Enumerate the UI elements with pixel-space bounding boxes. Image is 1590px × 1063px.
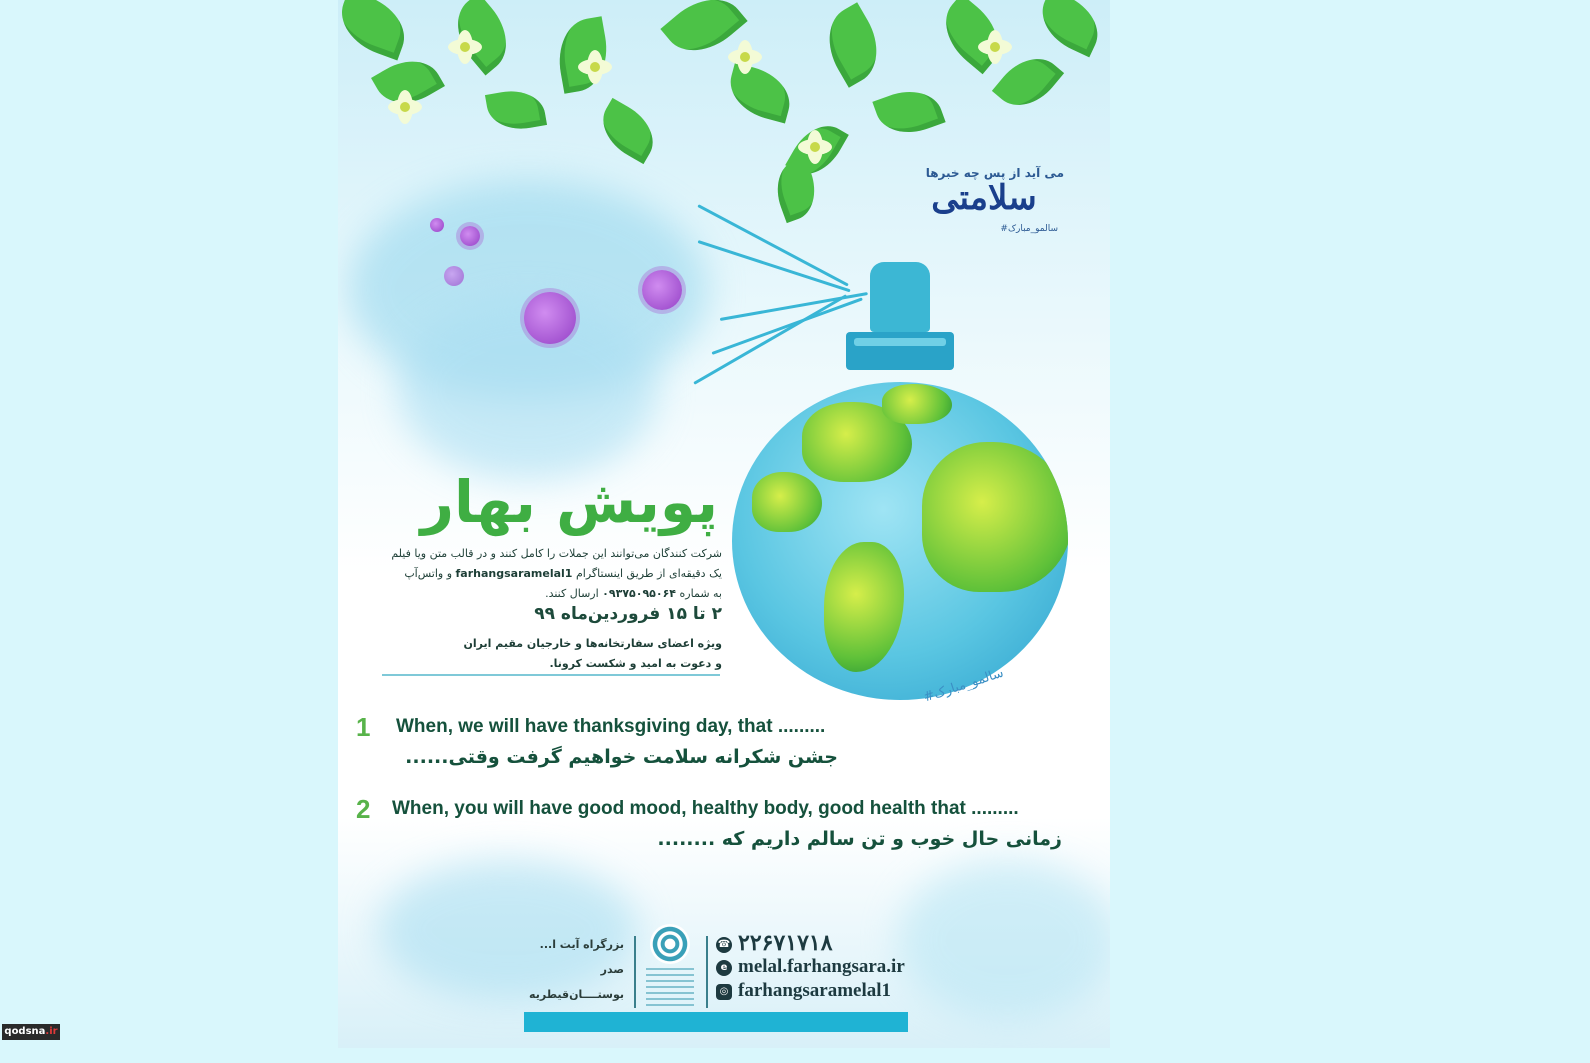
headline: پویش بهار [420,468,718,536]
description [378,544,722,604]
flower-icon [578,50,612,84]
watercolor-wash [898,860,1110,1020]
contact-phone: ☎ ۲۲۶۷۱۷۱۸ [717,930,833,955]
prompt-number: 1 [356,712,371,742]
continent [922,442,1068,592]
globe-illustration [732,382,1068,700]
audience-line-1: ویژه اعضای سفارتخانه‌ها و خارجیان مقیم ایران [463,637,722,650]
description-line-1: شرکت کنندگان می‌توانند این جملات را کامل کنند و در قالب متن ویا فیلم [391,547,722,560]
spray-line [693,294,847,385]
virus-icon [524,292,576,344]
farhangsara-emblem [642,918,698,1008]
address-line-1: بزرگراه آیت ا... صدر [539,938,624,976]
calligraphy-logo [914,168,1064,238]
handwriting-hashtag: #سالمو_مبارک [921,665,1006,706]
spray-neck [846,332,954,370]
phone-icon: ☎ [716,937,732,953]
leaf-icon [814,2,892,88]
flower-icon [388,90,422,124]
audience-line-2: و دعوت به امید و شکست کرونا. [549,657,722,670]
flower-icon [448,30,482,64]
instagram-icon: ◎ [716,984,732,1000]
virus-icon [444,266,464,286]
instagram-handle: farhangsaramelal1 [455,567,573,580]
qodsna-watermark: qodsna.ir [2,1024,60,1040]
prompt-persian: جشن شکرانه سلامت خواهیم گرفت وقتی...... [405,746,838,768]
prompt-english: When, we will have thanksgiving day, that ......... [396,716,826,737]
web-icon: e [716,960,732,976]
leaf-icon [485,85,547,134]
spray-cap [870,262,930,332]
campaign-date: ۲ تا ۱۵ فروردین‌ماه ۹۹ [534,604,722,624]
description-line-2: یک دقیقه‌ای از طریق اینستاگرام farhangsaramelal1 و واتس‌آپ [404,567,722,580]
prompt-english: When, you will have good mood, healthy body, good health that ......... [392,798,1019,819]
calligraphy-main: سلامتی [931,178,1037,218]
emblem-text [646,968,694,1006]
flower-icon [798,130,832,164]
emblem-rosette-icon [650,924,690,964]
whatsapp-number: ۰۹۳۷۵۰۹۵۰۶۴ [602,587,677,600]
footer-separator [634,936,636,1008]
prompt-persian: زمانی حال خوب و تن سالم داریم که ........ [657,828,1062,850]
prompt-number: 2 [356,794,371,824]
leaf-icon [1031,0,1108,57]
contact-website[interactable]: e melal.farhangsara.ir [716,956,905,978]
contact-instagram[interactable]: ◎ farhangsaramelal1 [716,980,891,1002]
footer-bar [524,1012,908,1032]
calligraphy-hashtag: #سالمو_مبارک [1000,224,1058,234]
leaf-icon [872,81,945,144]
audience [378,634,722,674]
flower-icon [728,40,762,74]
divider [382,674,720,676]
leaf-icon [338,0,414,60]
continent [824,542,904,672]
virus-icon [430,218,444,232]
leaf-icon [592,98,665,164]
virus-icon [642,270,682,310]
poster [338,0,1110,1048]
continent [882,384,952,424]
virus-icon [460,226,480,246]
description-line-3: به شماره ۰۹۳۷۵۰۹۵۰۶۴ ارسال کنند. [545,587,722,600]
address-line-2: بوستــــان‌قیطریه [529,988,624,1001]
footer-separator [706,936,708,1008]
flower-icon [978,30,1012,64]
continent [752,472,822,532]
calligraphy-top: می آید از پس چه خبرها [925,166,1064,180]
